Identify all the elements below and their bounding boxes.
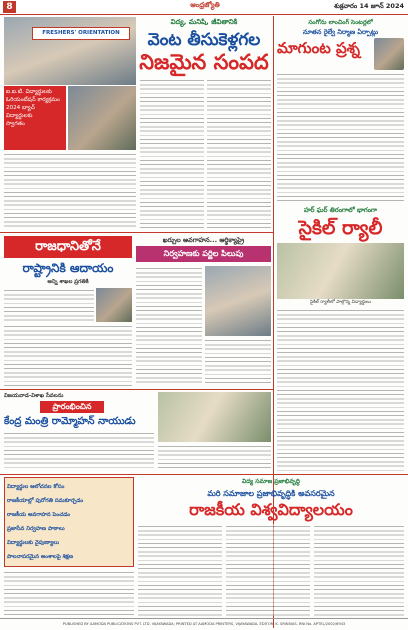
student-photo	[68, 86, 136, 150]
s3-body	[277, 308, 404, 476]
s7-body-col2	[226, 524, 310, 616]
s5-title: నిర్వహణకు పర్ణిల పిలుపు	[136, 246, 271, 262]
s1-kicker: విద్య, మనిషి, జీవితానికి	[170, 18, 238, 26]
section-rule-3	[0, 474, 408, 475]
point-3: రాజకీయ అవగాహన పెంచడం	[7, 512, 71, 518]
s1-title-line2: నిజమైన సంపద	[139, 50, 269, 74]
point-1: విద్యార్థుల ఆలోచనల కోసం	[7, 484, 65, 490]
point-2: రాజకీయాల్లో పురోగతి సమకూర్చడం	[7, 498, 84, 504]
s4-kicker: అన్ని శాఖల ప్రగతికి	[47, 279, 89, 285]
s5-body-col1	[136, 266, 202, 386]
s3-kicker: హర్ ఘర్ తిరంగాలో భాగంగా	[303, 206, 378, 214]
point-4: ప్రజాసేవ నిర్వహణ పాఠాలు	[7, 526, 65, 532]
key-points-box	[4, 477, 134, 567]
s2-body	[277, 72, 404, 202]
s7-body-col1	[138, 524, 222, 616]
s6-body	[4, 431, 154, 471]
s1-body-col1	[4, 152, 136, 230]
s6-body-2	[158, 444, 271, 471]
bullet-5: స్వాగతం	[6, 121, 25, 127]
s7-title-line2: రాజకీయ విశ్వవిద్యాలయం	[189, 500, 353, 519]
s2-title-line2: మాగుంట ప్రశ్న	[277, 39, 360, 57]
s5-kicker: ఖర్చుల అవగాహన... ఆర్థిక్యాప్రై	[162, 236, 245, 244]
masthead: ఆంధ్రజ్యోతి	[190, 1, 220, 9]
s1-body-col2	[140, 78, 204, 230]
event-banner: FRESHERS' ORIENTATION	[32, 27, 130, 40]
s4-portrait	[96, 288, 132, 322]
s7-kicker: విద్య సమాజ ప్రజాభివృద్ధి	[241, 478, 301, 485]
s6-photo	[158, 392, 271, 442]
bullet-4: విద్యార్థులకు	[6, 113, 33, 119]
bullet-2: ఓరియంటేషన్ కార్యక్రమం	[6, 97, 60, 103]
s7-body-col3	[314, 524, 404, 616]
s2-kicker: సంగోను లాంచింగ్ సెంటర్లలో	[308, 19, 373, 26]
point-5: విద్యార్థులకు నైపుణ్యాలు	[7, 540, 59, 546]
s2-title-line1: నూతన రైల్వే నిర్మాణ ఏర్పాట్లు	[302, 28, 379, 36]
s1-title-line1: వెంట తీసుకెళ్లగల	[147, 30, 261, 50]
section-rule	[0, 232, 273, 233]
highlight-box	[4, 86, 66, 150]
s6-title-line1: ప్రారంభించిన	[40, 401, 104, 413]
s4-title-line2: రాష్ట్రానికి ఆదాయం	[22, 261, 114, 275]
issue-date: శుక్రవారం 14 జూన్ 2024	[334, 2, 404, 10]
imprint-line: PUBLISHED BY AAMODA PUBLICATIONS PVT. LTD. VIJAYAWADA; PRINTED AT AAMODA PRINTERS, VIJAYAWADA. EDITOR: K. SRINIVAS. RNI No. APTEL/2002/6943	[0, 618, 408, 630]
s6-kicker: విజయవాడ-విశాఖ సేవలను	[4, 393, 64, 399]
page-number: 8	[3, 1, 16, 13]
mp-portrait	[374, 38, 404, 70]
s7-title-line1: మరి సమాజాల ప్రజాభివృద్ధికి అవసరమైన	[207, 489, 335, 498]
photo-caption: సైకిల్ ర్యాలీలో పాల్గొన్న విద్యార్థులు	[309, 300, 371, 305]
s7-body-col0	[4, 570, 134, 616]
s4-body-top	[4, 288, 94, 322]
s4-title-line1: రాజధానితోనే	[4, 236, 132, 258]
s6-title-line2: కేంద్ర మంత్రి రామ్మోహన్ నాయుడు	[4, 416, 136, 427]
bullet-1: ఐ.ఐ.టి. విద్యార్థులకు	[6, 89, 52, 95]
orientation-photo	[4, 17, 136, 85]
s5-body-col2	[205, 338, 271, 386]
page-header	[0, 0, 408, 15]
section-rule-2	[0, 389, 273, 390]
cycle-rally-photo	[277, 243, 404, 299]
point-6: పాలనాపరమైన అంశాలపై శిక్షణ	[7, 554, 74, 560]
s5-photo	[205, 266, 271, 336]
s1-body-col3	[207, 78, 271, 230]
s4-body	[4, 324, 132, 386]
s3-title: సైకిల్ ర్యాలీ	[298, 217, 383, 239]
bullet-3: 2024 బ్యాచ్	[6, 105, 35, 111]
